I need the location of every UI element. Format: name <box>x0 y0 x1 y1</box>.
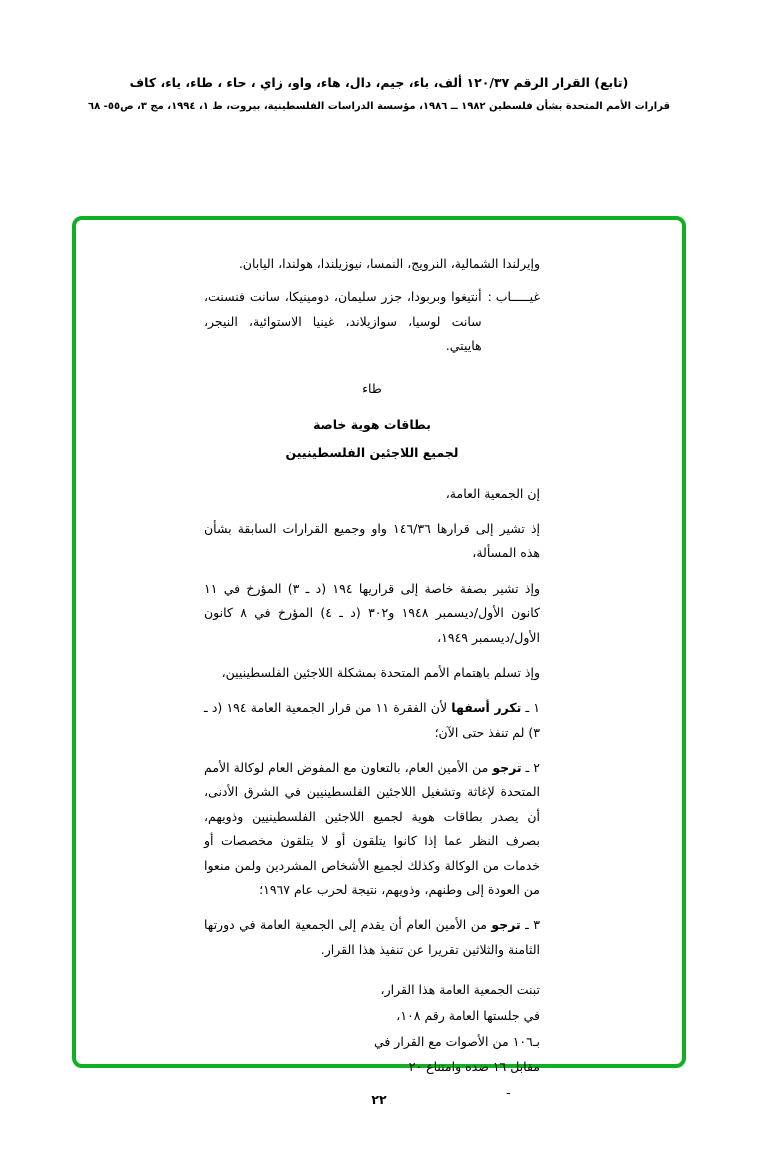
adoption-line-1: تبنت الجمعية العامة هذا القرار، <box>380 982 540 997</box>
adoption-tail-mark: ـ <box>506 1084 510 1097</box>
header-title: (تابع) القرار الرقم ١٢٠/٣٧ ألف، باء، جيم، دال، هاء، واو، زاي ، حاء ، طاء، ياء، كاف <box>129 75 629 90</box>
operative-2-number: ٢ ـ <box>521 760 541 775</box>
operative-2-text: من الأمين العام، بالتعاون مع المفوض العام لوكالة الأمم المتحدة لإغاثة وتشغيل اللاجئين الفلسطينيين في الشرق الأدنى، أن يصدر بطاقات هوية لجميع اللاجئين الفلسطينيين وذويهم، بصرف النظر عما إذا كانوا يتلقون أو لا يتلقون مخصصات أو خدمات من الوكالة وكذلك لجميع الأشخاص المشردين ولمن منعوا من العودة إلى وطنهم، وذويهم، نتيجة لحرب عام ١٩٦٧؛ <box>204 760 540 897</box>
operative-paragraph-3 <box>204 913 540 962</box>
absent-delegations-row <box>204 285 540 358</box>
operative-1-emphasis: تكرر أسفها <box>451 700 522 716</box>
document-page <box>0 74 758 1152</box>
operative-2-emphasis: ترجو <box>492 760 522 775</box>
preamble-2: إذ تشير إلى قرارها ١٤٦/٣٦ واو وجميع القرارات السابقة بشأن هذه المسألة، <box>204 521 540 561</box>
header-source-line: قرارات الأمم المتحدة بشأن فلسطين ١٩٨٢ ــ ١٩٨٦، مؤسسة الدراسات الفلسطينية، بيروت، ط ١، ١٩٩٤، مج ٣، ص٥٥- ٦٨ <box>87 100 670 112</box>
resolution-title-line-1: بطاقات هوية خاصة <box>313 416 431 432</box>
operative-1-number: ١ ـ <box>521 700 541 716</box>
operative-paragraph-1 <box>204 696 540 745</box>
adoption-note <box>204 978 540 1102</box>
preamble-3: وإذ تشير بصفة خاصة إلى قراريها ١٩٤ (د ـ ٣) المؤرخ في ١١ كانون الأول/ديسمبر ١٩٤٨ و٣٠٢ (د ـ ٤) المؤرخ في ٨ كانون الأول/ديسمبر ١٩٤٩، <box>204 580 541 645</box>
operative-paragraph-2 <box>204 756 540 902</box>
preamble-4: وإذ تسلم باهتمام الأمم المتحدة بمشكلة اللاجئين الفلسطينيين، <box>221 664 540 680</box>
absent-list: أنتيغوا وبربودا، جزر سليمان، دومينيكا، سانت فنسنت، سانت لوسيا، سوازيلاند، غينيا الاستوائية، النيجر، هاييتي. <box>204 289 482 354</box>
adoption-line-4: مقابل ١٦ ضده وامتناع ٢٠ <box>408 1059 540 1075</box>
preamble-1: إن الجمعية العامة، <box>445 485 540 501</box>
page-header <box>0 74 758 114</box>
operative-1-text: لأن الفقرة ١١ من قرار الجمعية العامة ١٩٤ (د ـ ٣) لم تنفذ حتى الآن؛ <box>204 700 540 740</box>
adoption-line-2: في جلستها العامة رقم ١٠٨، <box>396 1007 540 1023</box>
page-number: ٢٢ <box>371 1092 387 1107</box>
operative-3-text: من الأمين العام أن يقدم إلى الجمعية العامة في دورتها الثامنة والثلاثين تقريرا عن تنفيذ هذا القرار. <box>204 917 540 957</box>
operative-3-number: ٣ ـ <box>520 917 540 933</box>
document-body <box>204 252 540 1102</box>
resolution-title-line-2: لجميع اللاجئين الفلسطينيين <box>285 445 459 461</box>
paragraph-countries-continued: وإيرلندا الشمالية، النرويج، النمسا، نيوزيلندا، هولندا، اليابان. <box>238 256 540 271</box>
adoption-line-3: بـ١٠٦ من الأصوات مع القرار في <box>373 1033 540 1049</box>
operative-3-emphasis: ترجو <box>491 917 521 933</box>
section-letter-heading: طاء <box>362 380 382 396</box>
absent-label: غيـــــاب : <box>487 289 540 305</box>
content-frame <box>72 216 686 1097</box>
